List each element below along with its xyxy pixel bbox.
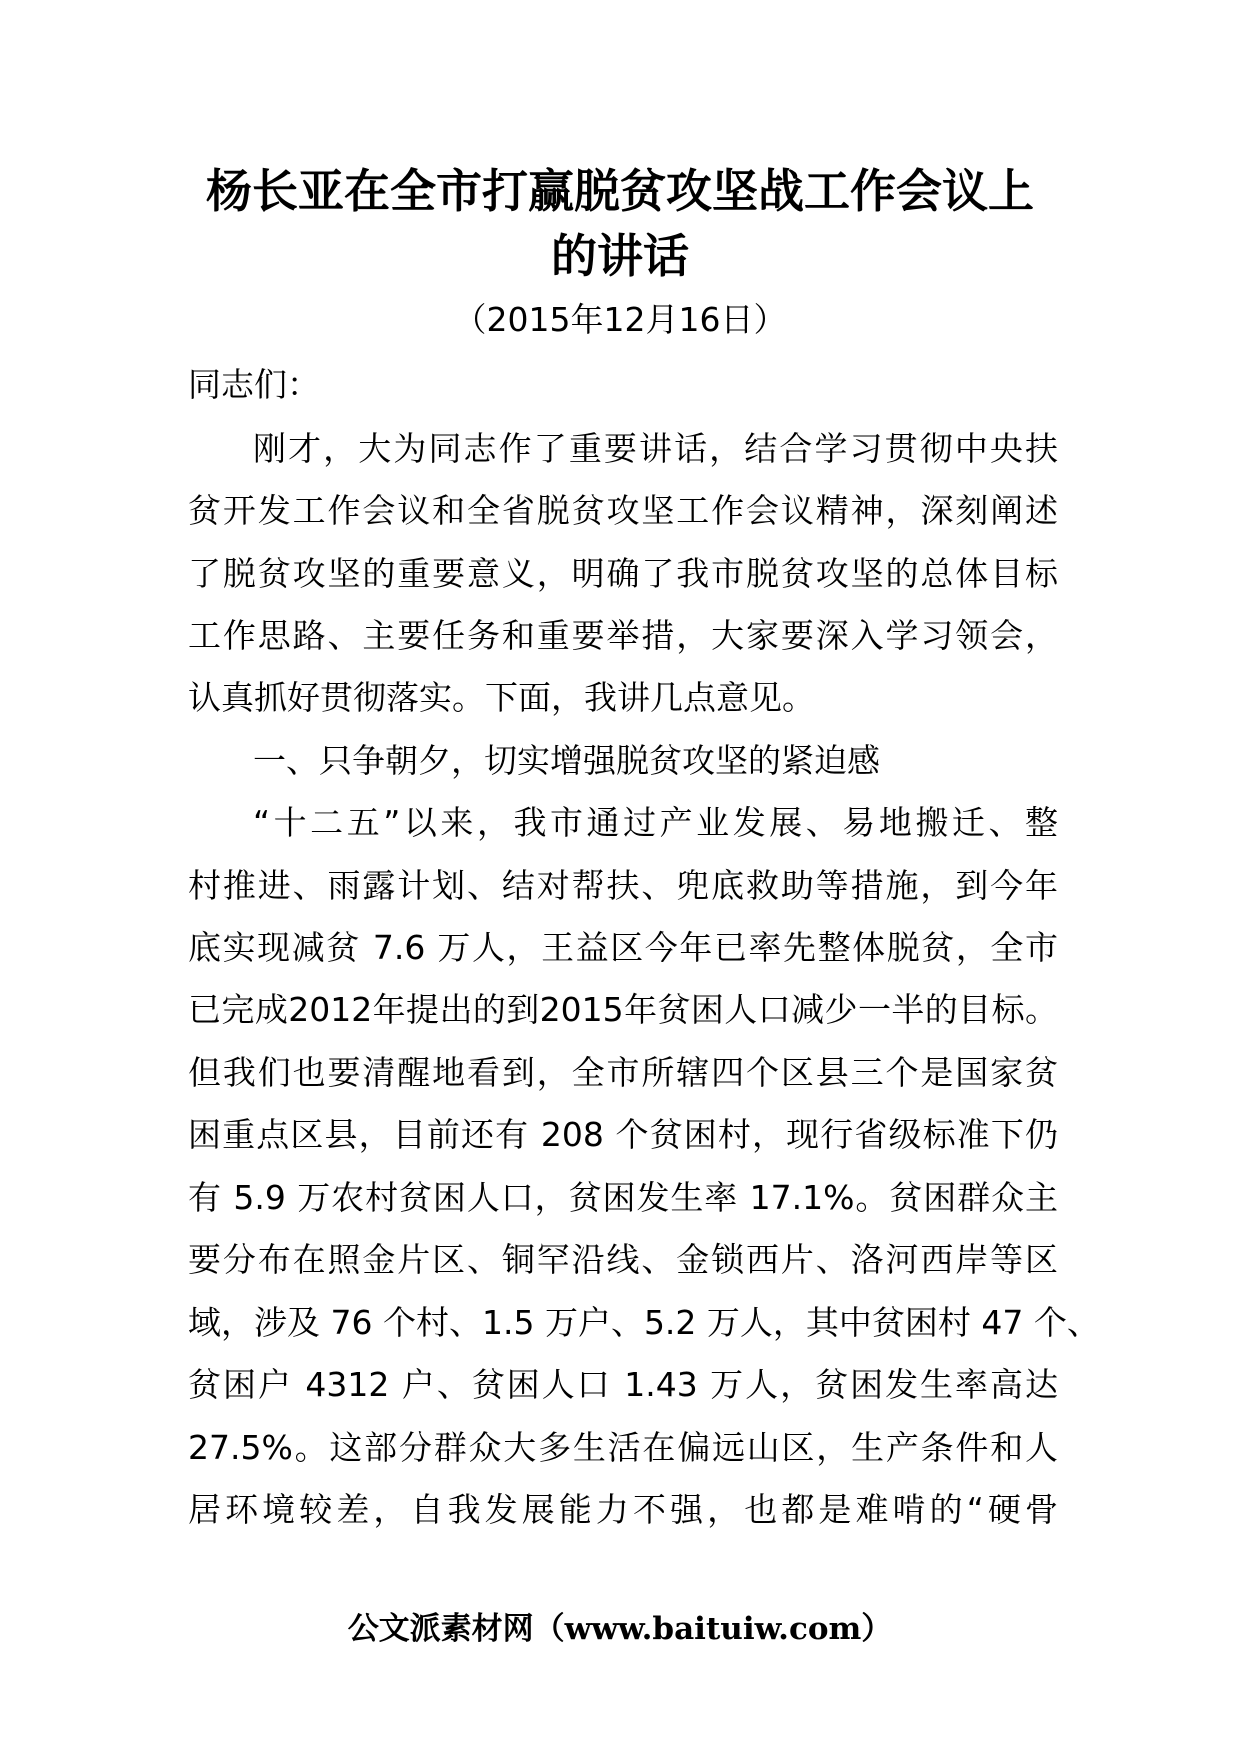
document-title-line-1: 杨长亚在全市打赢脱贫攻坚战工作会议上 (206, 164, 1034, 218)
body-line: 有 5.9 万农村贫困人口，贫困发生率 17.1%。贫困群众主 (188, 1178, 1058, 1217)
body-line: 底实现减贫 7.6 万人，王益区今年已率先整体脱贫，全市 (188, 928, 1058, 967)
body-line: 但我们也要清醒地看到，全市所辖四个区县三个是国家贫 (188, 1053, 1058, 1092)
body-line: 了脱贫攻坚的重要意义，明确了我市脱贫攻坚的总体目标 (188, 554, 1058, 593)
document-title-line-2: 的讲话 (551, 229, 689, 283)
body-line: 贫困户 4312 户、贫困人口 1.43 万人，贫困发生率高达 (188, 1365, 1058, 1404)
body-line: 认真抓好贯彻落实。下面，我讲几点意见。 (188, 678, 815, 717)
body-line: 刚才，大为同志作了重要讲话，结合学习贯彻中央扶 (253, 429, 1058, 468)
footer-source: 公文派素材网（www.baituiw.com） (347, 1611, 893, 1647)
body-line: 居环境较差，自我发展能力不强，也都是难啃的“硬骨 (188, 1490, 1058, 1529)
body-line: “十二五”以来，我市通过产业发展、易地搬迁、整 (253, 803, 1058, 842)
body-line: 村推进、雨露计划、结对帮扶、兜底救助等措施，到今年 (188, 866, 1058, 905)
body-line: 域，涉及 76 个村、1.5 万户、5.2 万人，其中贫困村 47 个、 (188, 1303, 1100, 1342)
body-line: 贫开发工作会议和全省脱贫攻坚工作会议精神，深刻阐述 (188, 491, 1058, 530)
body-line: 已完成2012年提出的到2015年贫困人口减少一半的目标。 (188, 990, 1058, 1029)
body-line: 困重点区县，目前还有 208 个贫困村，现行省级标准下仍 (188, 1115, 1058, 1154)
body-line: 工作思路、主要任务和重要举措，大家要深入学习领会， (188, 616, 1058, 655)
body-line: 要分布在照金片区、铜罕沿线、金锁西片、洛河西岸等区 (188, 1240, 1058, 1279)
salutation: 同志们： (188, 365, 320, 404)
section-heading: 一、只争朝夕，切实增强脱贫攻坚的紧迫感 (253, 741, 880, 780)
speech-date: （2015年12月16日） (453, 300, 787, 339)
body-line: 27.5%。这部分群众大多生活在偏远山区，生产条件和人 (188, 1428, 1058, 1467)
